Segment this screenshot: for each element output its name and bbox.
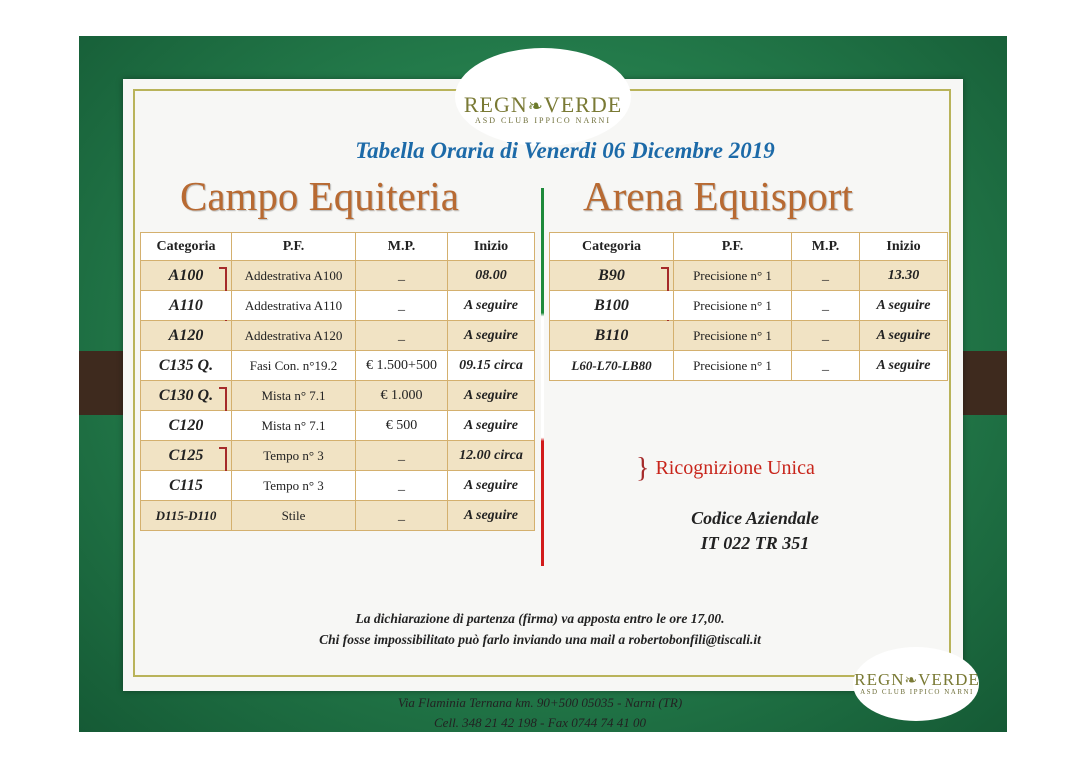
cell-pf: Addestrativa A120 bbox=[232, 321, 356, 351]
table-row bbox=[141, 501, 535, 531]
cell-mp: _ bbox=[792, 291, 860, 321]
cell-pf: Addestrativa A110 bbox=[232, 291, 356, 321]
header-inizio: Inizio bbox=[860, 233, 948, 261]
company-code-value: IT 022 TR 351 bbox=[700, 533, 810, 553]
table-row bbox=[141, 351, 535, 381]
cell-categoria: A100 bbox=[141, 261, 232, 291]
bracket-icon: } bbox=[636, 453, 650, 484]
cell-pf: Mista n° 7.1 bbox=[232, 381, 356, 411]
logo-subtitle: ASD CLUB IPPICO NARNI bbox=[474, 116, 611, 125]
logo-subtitle: ASD CLUB IPPICO NARNI bbox=[860, 688, 974, 696]
table-row bbox=[141, 321, 535, 351]
cell-inizio: A seguire bbox=[448, 501, 535, 531]
table-row bbox=[141, 411, 535, 441]
cell-pf: Addestrativa A100 bbox=[232, 261, 356, 291]
footer-line-2: Cell. 348 21 42 198 - Fax 0744 74 41 00 bbox=[434, 715, 646, 730]
tricolor-divider bbox=[541, 188, 544, 566]
cell-categoria: D115-D110 bbox=[141, 501, 232, 531]
notice-line-2: Chi fosse impossibilitato può farlo inviando una mail a robertobonfili@tiscali.it bbox=[319, 632, 761, 647]
bottom-logo bbox=[850, 670, 984, 696]
right-venue-title: Arena Equisport bbox=[583, 173, 853, 219]
page-title: Tabella Oraria di Venerdi 06 Dicembre 2019 bbox=[355, 138, 775, 163]
cell-mp: _ bbox=[356, 501, 448, 531]
top-logo bbox=[460, 92, 626, 125]
header-inizio: Inizio bbox=[448, 233, 535, 261]
table-row bbox=[550, 261, 948, 291]
cell-inizio: 13.30 bbox=[860, 261, 948, 291]
cell-inizio: A seguire bbox=[448, 381, 535, 411]
cell-inizio: A seguire bbox=[860, 321, 948, 351]
recognition-legend bbox=[636, 450, 815, 482]
cell-mp: _ bbox=[792, 321, 860, 351]
table-row bbox=[550, 321, 948, 351]
cell-mp: _ bbox=[356, 291, 448, 321]
cell-categoria: L60-L70-LB80 bbox=[550, 351, 674, 381]
cell-inizio: A seguire bbox=[448, 321, 535, 351]
cell-pf: Precisione n° 1 bbox=[674, 321, 792, 351]
header-categoria: Categoria bbox=[550, 233, 674, 261]
header-mp: M.P. bbox=[356, 233, 448, 261]
registration-notice bbox=[180, 608, 900, 650]
cell-pf: Precisione n° 1 bbox=[674, 351, 792, 381]
cell-categoria: C135 Q. bbox=[141, 351, 232, 381]
company-code-label: Codice Aziendale bbox=[691, 508, 819, 528]
cell-mp: _ bbox=[356, 471, 448, 501]
cell-pf: Mista n° 7.1 bbox=[232, 411, 356, 441]
cell-pf: Precisione n° 1 bbox=[674, 291, 792, 321]
cell-pf: Tempo n° 3 bbox=[232, 471, 356, 501]
table-header-row bbox=[550, 233, 948, 261]
table-row bbox=[141, 381, 535, 411]
cell-inizio: A seguire bbox=[448, 291, 535, 321]
cell-pf: Fasi Con. n°19.2 bbox=[232, 351, 356, 381]
cell-mp: € 500 bbox=[356, 411, 448, 441]
table-row bbox=[141, 261, 535, 291]
cell-categoria: B100 bbox=[550, 291, 674, 321]
notice-line-1: La dichiarazione di partenza (firma) va apposta entro le ore 17,00. bbox=[355, 611, 725, 626]
cell-categoria: C120 bbox=[141, 411, 232, 441]
cell-mp: € 1.500+500 bbox=[356, 351, 448, 381]
logo-name: REGN❧VERDE bbox=[854, 670, 980, 689]
table-header-row bbox=[141, 233, 535, 261]
cell-inizio: 12.00 circa bbox=[448, 441, 535, 471]
footer-address bbox=[300, 693, 780, 733]
left-venue-title: Campo Equiteria bbox=[180, 173, 459, 219]
cell-mp: _ bbox=[356, 261, 448, 291]
table-row bbox=[550, 291, 948, 321]
cell-mp: _ bbox=[792, 351, 860, 381]
header-categoria: Categoria bbox=[141, 233, 232, 261]
table-row bbox=[550, 351, 948, 381]
cell-inizio: 08.00 bbox=[448, 261, 535, 291]
header-mp: M.P. bbox=[792, 233, 860, 261]
cell-pf: Precisione n° 1 bbox=[674, 261, 792, 291]
header-pf: P.F. bbox=[232, 233, 356, 261]
header-pf: P.F. bbox=[674, 233, 792, 261]
cell-categoria: C125 bbox=[141, 441, 232, 471]
cell-categoria: B90 bbox=[550, 261, 674, 291]
company-code bbox=[645, 506, 865, 556]
table-row bbox=[141, 441, 535, 471]
logo-name: REGN❧VERDE bbox=[463, 92, 623, 117]
cell-categoria: B110 bbox=[550, 321, 674, 351]
table-row bbox=[141, 291, 535, 321]
cell-categoria: A120 bbox=[141, 321, 232, 351]
table-row bbox=[141, 471, 535, 501]
cell-inizio: A seguire bbox=[448, 471, 535, 501]
cell-categoria: C130 Q. bbox=[141, 381, 232, 411]
footer-line-1: Via Flaminia Ternana km. 90+500 05035 - Narni (TR) bbox=[397, 695, 683, 710]
cell-pf: Tempo n° 3 bbox=[232, 441, 356, 471]
cell-inizio: A seguire bbox=[860, 351, 948, 381]
left-schedule-table bbox=[140, 232, 535, 531]
cell-mp: € 1.000 bbox=[356, 381, 448, 411]
cell-mp: _ bbox=[356, 441, 448, 471]
cell-mp: _ bbox=[792, 261, 860, 291]
cell-categoria: A110 bbox=[141, 291, 232, 321]
cell-inizio: A seguire bbox=[860, 291, 948, 321]
cell-pf: Stile bbox=[232, 501, 356, 531]
cell-inizio: 09.15 circa bbox=[448, 351, 535, 381]
right-schedule-table bbox=[549, 232, 948, 381]
cell-categoria: C115 bbox=[141, 471, 232, 501]
cell-inizio: A seguire bbox=[448, 411, 535, 441]
cell-mp: _ bbox=[356, 321, 448, 351]
recognition-label: Ricognizione Unica bbox=[655, 457, 815, 479]
